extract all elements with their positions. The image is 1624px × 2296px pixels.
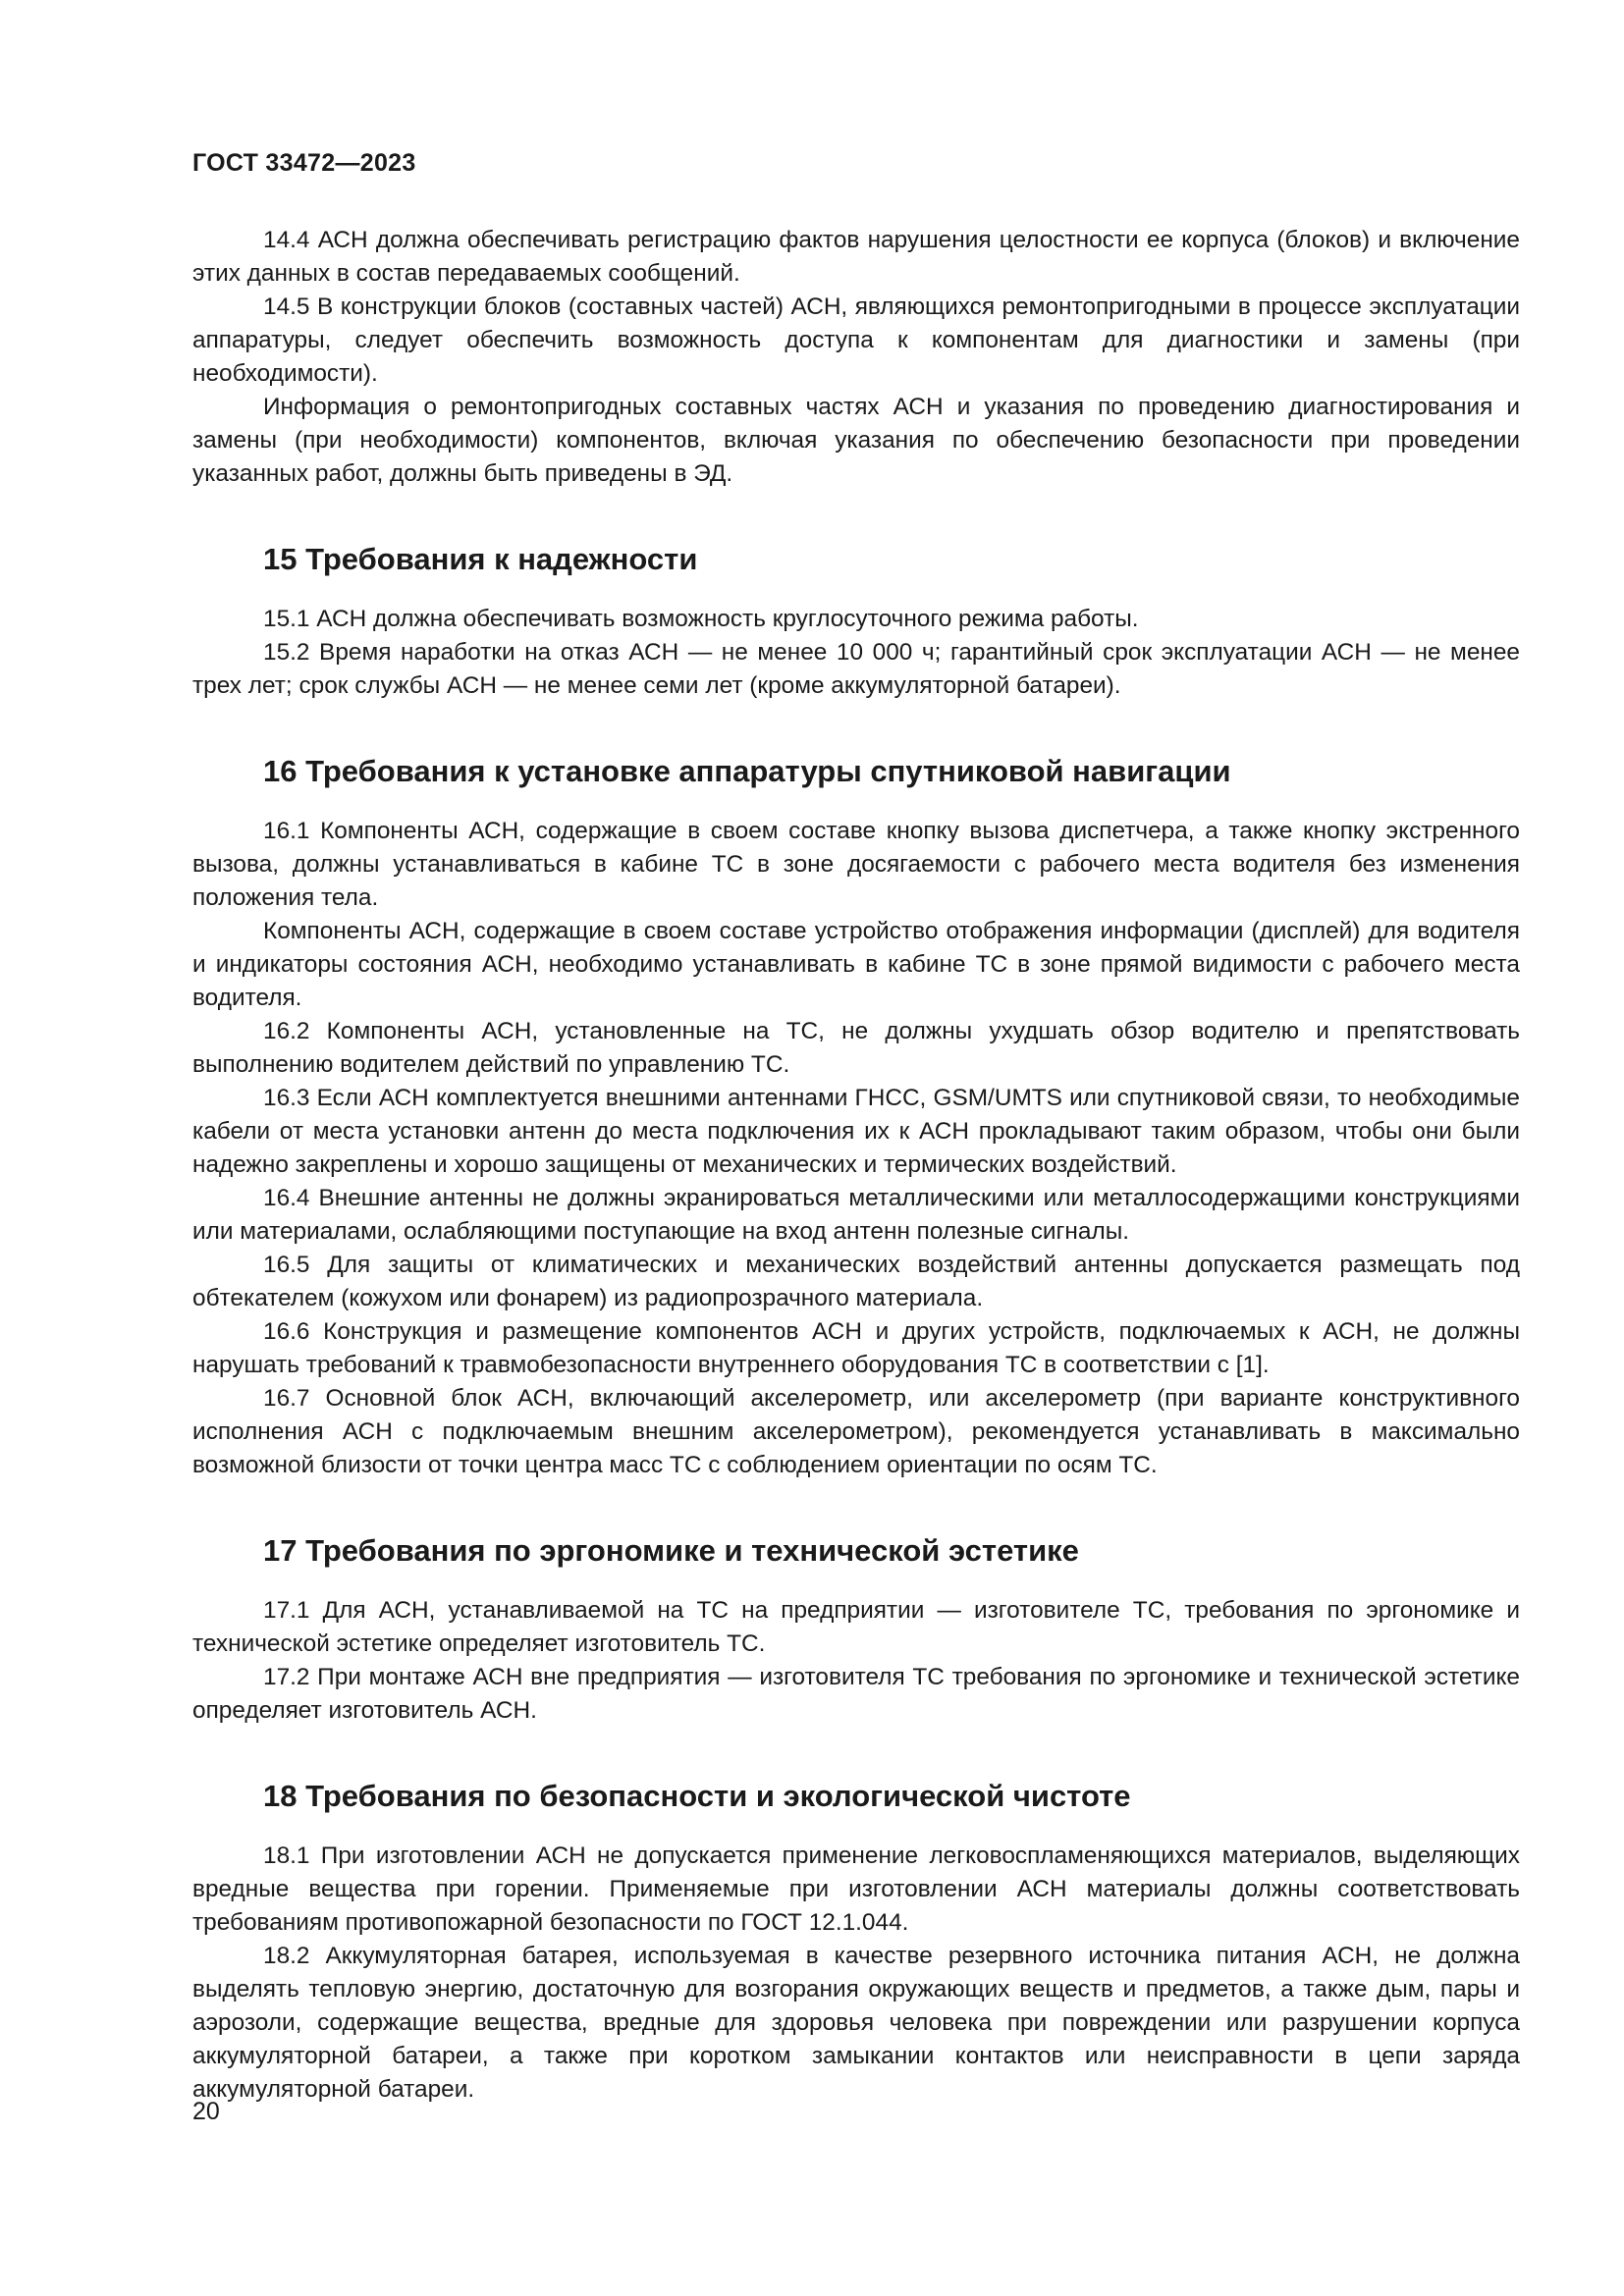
paragraph-14-5: 14.5 В конструкции блоков (составных частей) АСН, являющихся ремонтопригодными в процессе эксплуатации аппаратуры, следует обеспечить возможность доступа к компонентам для диагностики и замены (при необходимости). <box>192 294 1520 387</box>
paragraph-17-1: 17.1 Для АСН, устанавливаемой на ТС на предприятии — изготовителе ТС, требования по эргономике и технической эстетике определяет изготовитель ТС. <box>192 1597 1520 1657</box>
paragraph-14-4: 14.4 АСН должна обеспечивать регистрацию фактов нарушения целостности ее корпуса (блоков) и включение этих данных в состав передаваемых сообщений. <box>192 227 1520 287</box>
paragraph-15-2: 15.2 Время наработки на отказ АСН — не менее 10 000 ч; гарантийный срок эксплуатации АСН — не менее трех лет; срок службы АСН — не менее семи лет (кроме аккумуляторной батареи). <box>192 639 1520 699</box>
paragraph-16-2: 16.2 Компоненты АСН, установленные на ТС, не должны ухудшать обзор водителю и препятствовать выполнению водителем действий по управлению ТС. <box>192 1018 1520 1078</box>
section-17 <box>192 1531 1520 1728</box>
section-15 <box>192 540 1520 703</box>
paragraph-16-3: 16.3 Если АСН комплектуется внешними антеннами ГНСС, GSM/UMTS или спутниковой связи, то необходимые кабели от места установки антенн до места подключения их к АСН прокладывают таким образом, чтобы они были надежно закреплены и хорошо защищены от механических и термических воздействий. <box>192 1085 1520 1178</box>
page-number: 20 <box>192 2098 220 2125</box>
document-header: ГОСТ 33472—2023 <box>192 149 416 177</box>
paragraph-16-1: 16.1 Компоненты АСН, содержащие в своем составе кнопку вызова диспетчера, а также кнопку экстренного вызова, должны устанавливаться в кабине ТС в зоне досягаемости с рабочего места водителя без изменения положения тела. <box>192 818 1520 911</box>
paragraph-15-1: 15.1 АСН должна обеспечивать возможность круглосуточного режима работы. <box>263 606 1139 632</box>
paragraph-18-1: 18.1 При изготовлении АСН не допускается применение легковоспламеняющихся материалов, выделяющих вредные вещества при горении. Применяемые при изготовлении АСН материалы должны соответствовать требованиям противопожарной безопасности по ГОСТ 12.1.044. <box>192 1842 1520 1936</box>
document-body <box>192 224 1520 2107</box>
section-title: 15 Требования к надежности <box>263 542 698 576</box>
paragraph-16-1-display: Компоненты АСН, содержащие в своем составе устройство отображения информации (дисплей) для водителя и индикаторы состояния АСН, необходимо устанавливать в кабине ТС в зоне прямой видимости с рабочего места водителя. <box>192 918 1520 1011</box>
paragraph-16-7: 16.7 Основной блок АСН, включающий акселерометр, или акселерометр (при варианте конструктивного исполнения АСН с подключаемым внешним акселерометром), рекомендуется устанавливать в максимально возможной близости от точки центра масс ТС с соблюдением ориентации по осям ТС. <box>192 1385 1520 1478</box>
section-16 <box>192 752 1520 1482</box>
section-18 <box>192 1777 1520 2107</box>
intro-block <box>192 224 1520 491</box>
paragraph-16-5: 16.5 Для защиты от климатических и механических воздействий антенны допускается размещать под обтекателем (кожухом или фонарем) из радиопрозрачного материала. <box>192 1252 1520 1311</box>
section-title: 18 Требования по безопасности и экологической чистоте <box>263 1779 1131 1813</box>
paragraph-18-2: 18.2 Аккумуляторная батарея, используемая в качестве резервного источника питания АСН, не должна выделять тепловую энергию, достаточную для возгорания окружающих веществ и предметов, а также дым, пары и аэрозоли, содержащие вещества, вредные для здоровья человека при повреждении или разрушении корпуса аккумуляторной батареи, а также при коротком замыкании контактов или неисправности в цепи заряда аккумуляторной батареи. <box>192 1943 1520 2103</box>
paragraph-14-5-info: Информация о ремонтопригодных составных частях АСН и указания по проведению диагностирования и замены (при необходимости) компонентов, включая указания по обеспечению безопасности при проведении указанных работ, должны быть приведены в ЭД. <box>192 394 1520 487</box>
paragraph-17-2: 17.2 При монтаже АСН вне предприятия — изготовителя ТС требования по эргономике и технической эстетике определяет изготовитель АСН. <box>192 1664 1520 1724</box>
section-title: 17 Требования по эргономике и технической эстетике <box>263 1533 1079 1568</box>
section-title: 16 Требования к установке аппаратуры спутниковой навигации <box>263 754 1231 788</box>
paragraph-16-6: 16.6 Конструкция и размещение компонентов АСН и других устройств, подключаемых к АСН, не должны нарушать требований к травмобезопасности внутреннего оборудования ТС в соответствии с [1]. <box>192 1318 1520 1378</box>
paragraph-16-4: 16.4 Внешние антенны не должны экранироваться металлическими или металлосодержащими конструкциями или материалами, ослабляющими поступающие на вход антенн полезные сигналы. <box>192 1185 1520 1245</box>
